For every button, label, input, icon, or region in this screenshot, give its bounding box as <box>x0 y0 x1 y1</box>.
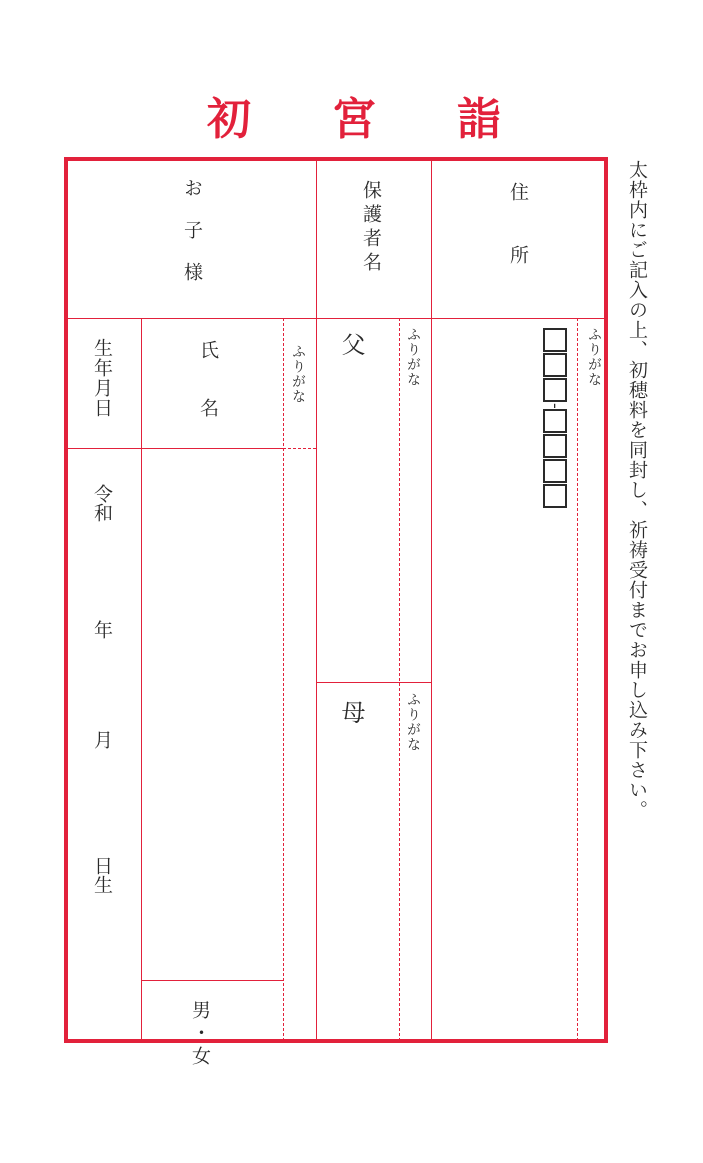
postal-box <box>543 353 567 377</box>
title-char-2: 宮 <box>332 94 376 145</box>
postal-box <box>543 459 567 483</box>
instructions-text: 太枠内にご記入の上、初穂料を同封し、祈祷受付までお申し込み下さい。 <box>626 160 648 820</box>
child-birth-column-line <box>141 318 142 1041</box>
birth-date-label: 生年月日 <box>91 338 113 418</box>
child-label: お 子 様 <box>181 178 203 283</box>
guardian-column-left-line <box>316 160 317 1041</box>
birth-year-unit: 年 <box>91 620 113 639</box>
guardian-label: 保護者名 <box>360 180 382 276</box>
form-frame <box>64 157 608 1069</box>
birth-month-unit: 月 <box>91 730 113 749</box>
child-furigana-line <box>283 318 284 1041</box>
address-furigana-label: ふりがな <box>586 327 602 387</box>
address-furigana-line <box>577 318 578 1041</box>
child-name-label: 氏 名 <box>197 340 219 427</box>
postal-box <box>543 409 567 433</box>
postal-box <box>543 328 567 352</box>
address-label: 住 所 <box>507 182 529 266</box>
child-furigana-row-divider <box>283 448 316 449</box>
father-label: 父 <box>337 332 365 356</box>
birth-day-unit: 日生 <box>91 856 113 894</box>
header-divider <box>66 318 606 319</box>
postal-box <box>543 484 567 508</box>
father-mother-divider <box>316 682 431 683</box>
father-furigana-label: ふりがな <box>405 327 421 387</box>
birth-era: 令和 <box>91 484 113 522</box>
title-char-1: 初 <box>207 94 251 145</box>
child-furigana-label: ふりがな <box>290 344 306 404</box>
gender-row-divider <box>141 980 283 981</box>
postal-box <box>543 378 567 402</box>
mother-label: 母 <box>337 700 365 724</box>
title-char-3: 詣 <box>457 94 501 145</box>
postal-code-field[interactable] <box>541 328 569 509</box>
child-name-row-divider <box>66 448 283 449</box>
guardian-furigana-line <box>399 318 400 1041</box>
address-column-left-line <box>431 160 432 1041</box>
gender-options[interactable]: 男・女 <box>189 1000 211 1069</box>
postal-separator: - <box>546 403 565 409</box>
postal-box <box>543 434 567 458</box>
mother-furigana-label: ふりがな <box>405 692 421 752</box>
